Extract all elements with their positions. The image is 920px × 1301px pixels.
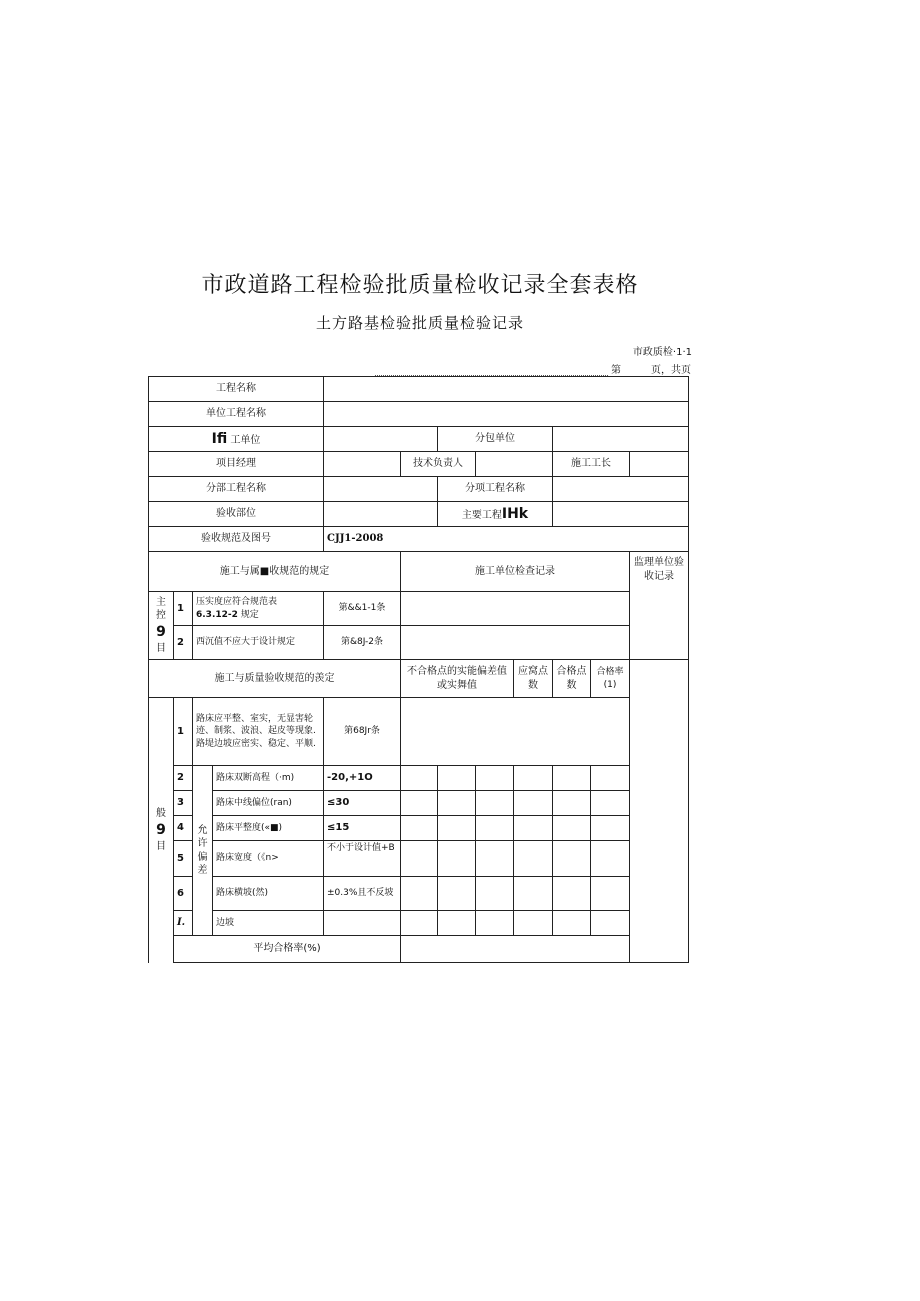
general-item-name: 路床双断高程（·m) (213, 766, 324, 791)
general-items-label-bottom: 目 (156, 840, 166, 852)
construction-foreman-label: 施工工长 (553, 452, 630, 477)
nonconform-header: 不合格点的实能偏差值或实舞值 (401, 660, 514, 698)
general-item-value: 不小于设计值+B (324, 841, 401, 877)
main-item-no: 1 (174, 592, 193, 626)
project-name-label: 工程名称 (149, 377, 324, 402)
acceptance-part-value[interactable] (324, 502, 438, 527)
project-name-value[interactable] (324, 377, 689, 402)
general-item-no: 4 (174, 816, 193, 841)
page-suffix: 页，共页 (651, 365, 691, 376)
inspection-form-table (148, 376, 689, 963)
general-item-no: 3 (174, 791, 193, 816)
average-pass-rate-label: 平均合格率(%) (174, 936, 401, 963)
subcontract-unit-label: 分包单位 (438, 427, 553, 452)
construction-unit-value[interactable] (324, 427, 438, 452)
general-item-value: ≤30 (324, 791, 401, 816)
unit-check-header: 施工单位检查记录 (401, 552, 630, 592)
allowed-deviation-label: 允许偏差 (193, 766, 213, 936)
unit-project-name-value[interactable] (324, 402, 689, 427)
spec-value: CJJ1-2008 (324, 527, 689, 552)
sub-project-name-value[interactable] (324, 477, 438, 502)
main-work-suffix: IHk (501, 505, 529, 522)
general-item-value (324, 911, 401, 936)
general-item-no: 1 (174, 698, 193, 766)
spec-label: 验收规范及图号 (149, 527, 324, 552)
general-item-name: 路床横坡(然) (213, 877, 324, 911)
sub-project-name-label: 分部工程名称 (149, 477, 324, 502)
page-line (375, 361, 691, 376)
form-number: 市政质检·1·1 (632, 347, 692, 358)
dotted-leader (375, 366, 608, 376)
main-item-clause: 第&8J-2条 (324, 626, 401, 660)
main-item-desc: 压实度应符合规范表 6.3.12-2 规定 (193, 592, 324, 626)
project-manager-value[interactable] (324, 452, 401, 477)
construction-unit-prefix: Ifi (211, 430, 228, 447)
construction-unit-label (149, 427, 324, 452)
general-item-no: 2 (174, 766, 193, 791)
tech-lead-value[interactable] (476, 452, 553, 477)
page-prefix: 第 (611, 365, 621, 376)
acceptance-part-label: 验收部位 (149, 502, 324, 527)
main-item-check-record[interactable] (401, 592, 630, 626)
general-items-label (149, 698, 174, 963)
general-item-value: ±0.3%且不反坡 (324, 877, 401, 911)
project-manager-label: 项目经理 (149, 452, 324, 477)
main-items-label-num: 9 (156, 623, 166, 640)
item-project-name-label: 分项工程名称 (438, 477, 553, 502)
general-item-check-record[interactable] (401, 698, 630, 766)
supervisor-record[interactable] (630, 660, 689, 963)
general-item-name: 路床中线偏位(ran) (213, 791, 324, 816)
construction-foreman-value[interactable] (630, 452, 689, 477)
document-subtitle: 土方路基检验批质量检验记录 (315, 314, 524, 332)
general-item-desc: 路床应平整、室实，无显害轮迹、制浆、波浪、起皮等现象.路堤边坡应密实、稳定、平顺. (193, 698, 324, 766)
main-item-clause: 第&&1-1条 (324, 592, 401, 626)
main-item-desc: 西沉值不应大于设计规定 (193, 626, 324, 660)
supervisor-header: 监理单位验收记录 (630, 552, 689, 660)
should-points-header: 应窝点数 (514, 660, 553, 698)
general-item-no: I. (174, 911, 193, 936)
general-item-value: ≤15 (324, 816, 401, 841)
main-item-check-record[interactable] (401, 626, 630, 660)
general-item-no: 6 (174, 877, 193, 911)
main-work-value[interactable] (553, 502, 689, 527)
main-items-label-bottom: 目 (156, 642, 166, 654)
main-items-label-top: 主控 (156, 596, 166, 622)
item-project-name-value[interactable] (553, 477, 689, 502)
main-items-label (149, 592, 174, 660)
average-pass-rate-value[interactable] (401, 936, 630, 963)
pass-points-header: 合格点数 (553, 660, 591, 698)
document-title: 市政道路工程检验批质量检收记录全套表格 (201, 273, 639, 298)
general-item-no: 5 (174, 841, 193, 877)
pass-rate-header: 合格率(1) (591, 660, 630, 698)
general-items-label-top: 般 (156, 808, 166, 820)
general-item-name: 路床平整度(«■) (213, 816, 324, 841)
main-work-label (438, 502, 553, 527)
tech-lead-label: 技术负责人 (401, 452, 476, 477)
spec-rules-header: 施工与属■收规范的规定 (149, 552, 401, 592)
general-item-clause: 第68Jr条 (324, 698, 401, 766)
subcontract-unit-value[interactable] (553, 427, 689, 452)
main-item-no: 2 (174, 626, 193, 660)
construction-unit-suffix: 工单位 (230, 434, 261, 446)
general-item-value: -20,+1O (324, 766, 401, 791)
main-work-prefix: 主要工程 (461, 509, 502, 521)
unit-project-name-label: 单位工程名称 (149, 402, 324, 427)
general-items-label-num: 9 (156, 821, 166, 838)
spec-rules-header-2: 施工与质量验收规范的羡定 (149, 660, 401, 698)
general-item-name: 路床宽度（《n> (213, 841, 324, 877)
general-item-name: 边坡 (213, 911, 324, 936)
